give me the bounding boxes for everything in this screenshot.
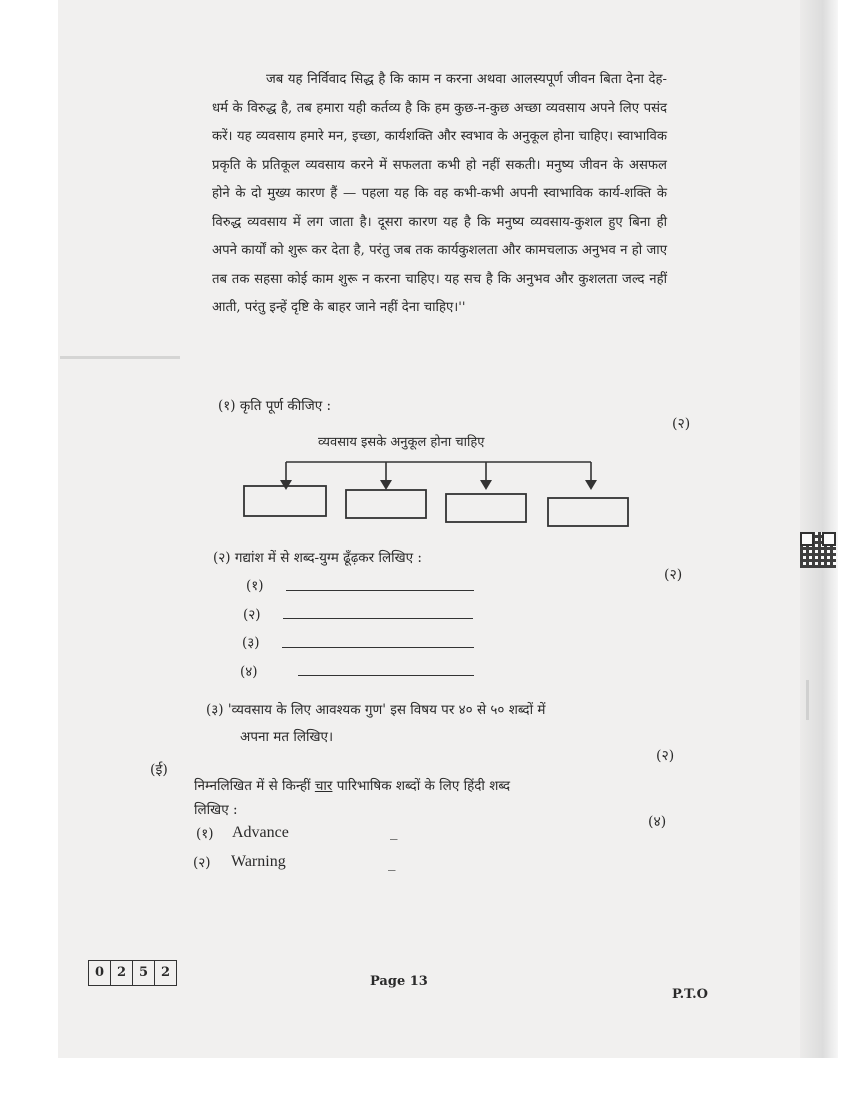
qE-item-2-num: (२) bbox=[193, 855, 211, 871]
qr-code-icon bbox=[800, 532, 836, 568]
pto-label: P.T.O bbox=[672, 987, 708, 1002]
q3-line2: अपना मत लिखिए। bbox=[240, 729, 334, 745]
scan-artifact bbox=[60, 356, 180, 359]
q3-marks: (२) bbox=[656, 748, 675, 764]
qE-item-1-num: (१) bbox=[196, 826, 214, 842]
passage-text: जब यह निर्विवाद सिद्ध है कि काम न करना अथवा आलस्यपूर्ण जीवन बिता देना देह-धर्म के विरुद्ध है, तब हमारा यही कर्तव्य है कि हम कुछ-न-कुछ अच्छा व्यवसाय अपने लिए पसंद करें। यह व्यवसाय हमारे मन, इच्छा, कार्यशक्ति और स्वभाव के अनुकूल होना चाहिए। स्वाभाविक प्रकृति के प्रतिकूल व्यवसाय करने में सफलता कभी हो नहीं सकती। मनुष्य जीवन के असफल होने के दो मुख्य कारण हैं — पहला यह कि वह कभी-कभी अपनी स्वाभाविक कार्य-शक्ति के विरुद्ध व्यवसाय में लग जाता है। दूसरा कारण यह है कि मनुष्य व्यवसाय-कुशल हुए बिना ही अपने कार्यों को शुरू कर देता है, परंतु जब तक कार्यकुशलता और कामचलाऊ अनुभव न हो जाए तब तक सहसा कोई काम शुरू न करना चाहिए। यह सच है कि अनुभव और कुशलता जल्द नहीं आती, परंतु इन्हें दृष्टि के बाहर जाने नहीं देना चाहिए।'' bbox=[212, 72, 667, 315]
qE-line1-post: पारिभाषिक शब्दों के लिए हिंदी शब्द bbox=[332, 778, 511, 794]
q2-item-4: (४) bbox=[240, 664, 258, 680]
qE-item-2-word: Warning bbox=[231, 853, 286, 870]
answer-box-1 bbox=[244, 486, 326, 516]
page-number: Page 13 bbox=[370, 974, 428, 989]
qE-line2: लिखिए : bbox=[194, 802, 238, 818]
subject-code-box bbox=[88, 960, 177, 986]
answer-box-4 bbox=[548, 498, 628, 526]
answer-line bbox=[286, 590, 474, 591]
q2-item-3: (३) bbox=[242, 635, 260, 651]
arrow-down-icon bbox=[380, 480, 392, 490]
q2-item-2: (२) bbox=[243, 607, 261, 623]
q2-marks: (२) bbox=[664, 567, 683, 583]
sheet-edge bbox=[800, 0, 838, 1058]
answer-line bbox=[298, 675, 474, 676]
answer-box-2 bbox=[346, 490, 426, 518]
code-digit: 2 bbox=[111, 961, 133, 985]
diagram-title: व्यवसाय इसके अनुकूल होना चाहिए bbox=[318, 435, 485, 450]
qE-marks: (४) bbox=[648, 814, 667, 830]
code-digit: 0 bbox=[89, 961, 111, 985]
q2-item-1: (१) bbox=[246, 578, 264, 594]
qE-label: (ई) bbox=[150, 762, 168, 778]
code-digit: 5 bbox=[133, 961, 155, 985]
qE-item-2-dash: _ bbox=[388, 853, 396, 871]
answer-line bbox=[283, 618, 473, 619]
passage bbox=[212, 66, 667, 323]
q1-label: (१) कृति पूर्ण कीजिए : bbox=[218, 398, 332, 414]
code-digit: 2 bbox=[160, 965, 171, 980]
arrow-down-icon bbox=[480, 480, 492, 490]
qE-line1-underline: चार bbox=[314, 778, 333, 794]
qE-item-1-dash: _ bbox=[390, 822, 398, 840]
q2-label: (२) गद्यांश में से शब्द-युग्म ढूँढ़कर लिखिए : bbox=[213, 550, 422, 566]
qE-item-1-word: Advance bbox=[232, 824, 289, 841]
qE-line1 bbox=[194, 776, 510, 794]
qE-line1-pre: निम्नलिखित में से किन्हीं bbox=[194, 778, 315, 794]
arrow-down-icon bbox=[585, 480, 597, 490]
answer-line bbox=[282, 647, 474, 648]
answer-box-3 bbox=[446, 494, 526, 522]
arrow-down-icon bbox=[280, 480, 292, 490]
q1-marks: (२) bbox=[672, 416, 691, 432]
activity-diagram bbox=[236, 456, 636, 536]
q3-line1: (३) 'व्यवसाय के लिए आवश्यक गुण' इस विषय पर ४० से ५० शब्दों में bbox=[206, 702, 546, 718]
scan-artifact bbox=[806, 680, 809, 720]
